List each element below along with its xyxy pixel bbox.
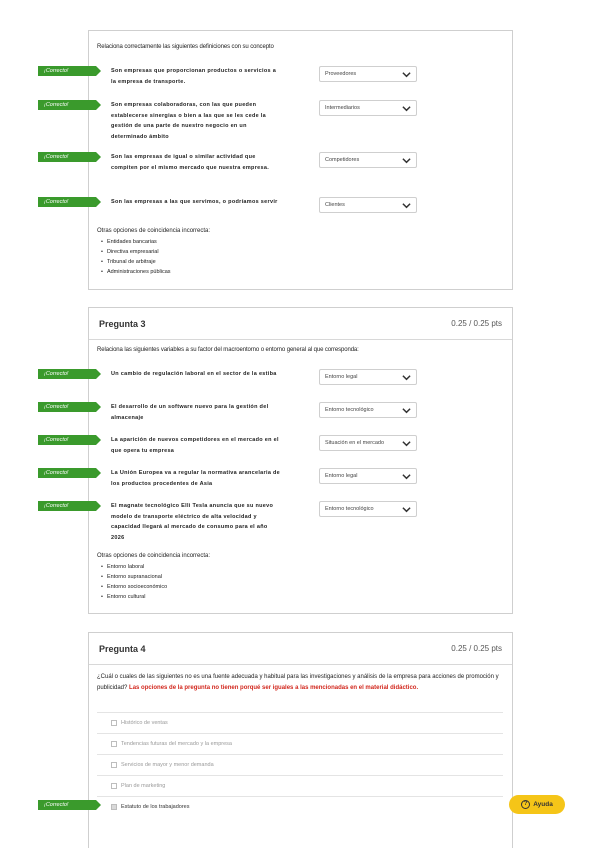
q3-row-5-text: El magnate tecnológico Elli Tesla anuncia que su nuevo modelo de transporte eléctrico de alta velocidad y capacidad llegará al mercado de consumo para el año 2026 <box>111 503 274 541</box>
chevron-down-icon <box>402 201 411 210</box>
list-item: • Entorno socioeconómico <box>101 582 167 592</box>
q2-row-4-select[interactable]: Clientes <box>319 197 417 213</box>
help-button[interactable] <box>509 795 565 814</box>
q2-other-options-list <box>101 237 171 277</box>
chevron-down-icon <box>402 472 411 481</box>
question-4-text: ¿Cuál o cuales de las siguientes no es una fuente adecuada y habitual para las investigaciones y análisis de la empresa para acciones de promoción y publicidad? <box>97 674 499 691</box>
q3-row-3-text: La aparición de nuevos competidores en el mercado en el que opera tu empresa <box>111 437 279 454</box>
question-3-instruction: Relaciona las siguientes variables a su factor del macroentorno o entorno general al que corresponda: <box>97 347 359 353</box>
q3-row-2-select[interactable]: Entorno tecnológico <box>319 402 417 418</box>
chevron-down-icon <box>402 406 411 415</box>
q3-row-5-select[interactable]: Entorno tecnológico <box>319 501 417 517</box>
correct-badge: ¡Correcto! <box>38 66 96 76</box>
q3-row-4-select[interactable]: Entorno legal <box>319 468 417 484</box>
question-4-header <box>89 633 512 665</box>
q2-row-3-select[interactable]: Competidores <box>319 152 417 168</box>
list-item: • Directiva empresarial <box>101 247 171 257</box>
list-item: • Administraciones públicas <box>101 267 171 277</box>
help-label: Ayuda <box>533 801 553 808</box>
correct-badge: ¡Correcto! <box>38 468 96 478</box>
list-item: • Entorno laboral <box>101 562 167 572</box>
q2-row-2-select[interactable]: Intermediarios <box>319 100 417 116</box>
q2-other-options-title: Otras opciones de coincidencia incorrecta: <box>97 228 211 234</box>
chevron-down-icon <box>402 104 411 113</box>
chevron-down-icon <box>402 70 411 79</box>
q2-row-1-select[interactable]: Proveedores <box>319 66 417 82</box>
question-3-title: Pregunta 3 <box>99 318 146 329</box>
checkbox[interactable] <box>111 741 117 747</box>
list-item: • Entorno supranacional <box>101 572 167 582</box>
correct-badge: ¡Correcto! <box>38 501 96 511</box>
question-2-instruction: Relaciona correctamente las siguientes definiciones con su concepto <box>97 44 274 50</box>
answer-option[interactable]: Plan de marketing <box>97 775 503 796</box>
q2-row-4-text: Son las empresas a las que servimos, o podríamos servir <box>111 199 278 205</box>
question-3-points: 0.25 / 0.25 pts <box>451 319 502 328</box>
q3-other-options-title: Otras opciones de coincidencia incorrecta: <box>97 553 211 559</box>
question-4-title: Pregunta 4 <box>99 643 146 654</box>
q3-row-2-text: El desarrollo de un software nuevo para la gestión del almacenaje <box>111 404 269 421</box>
chevron-down-icon <box>402 156 411 165</box>
answer-option[interactable]: Servicios de mayor y menor demanda <box>97 754 503 775</box>
answer-option[interactable]: Tendencias futuras del mercado y la empresa <box>97 733 503 754</box>
correct-badge: ¡Correcto! <box>38 152 96 162</box>
chevron-down-icon <box>402 505 411 514</box>
correct-badge: ¡Correcto! <box>38 435 96 445</box>
question-4-points: 0.25 / 0.25 pts <box>451 644 502 653</box>
checkbox[interactable] <box>111 720 117 726</box>
question-4-prompt <box>97 672 502 694</box>
q2-row-3-text: Son las empresas de igual o similar actividad que compiten por el mismo mercado que nuestra empresa. <box>111 154 270 171</box>
correct-badge: ¡Correcto! <box>38 100 96 110</box>
checkbox[interactable] <box>111 783 117 789</box>
q3-row-3-select[interactable]: Situación en el mercado <box>319 435 417 451</box>
chevron-down-icon <box>402 373 411 382</box>
chevron-down-icon <box>402 439 411 448</box>
correct-badge: ¡Correcto! <box>38 197 96 207</box>
q3-row-4-text: La Unión Europea va a regular la normativa arancelaria de los productos procedentes de Asia <box>111 470 281 487</box>
list-item: • Entidades bancarias <box>101 237 171 247</box>
q2-row-1-text: Son empresas que proporcionan productos o servicios a la empresa de transporte. <box>111 68 277 85</box>
q3-row-1-select[interactable]: Entorno legal <box>319 369 417 385</box>
answer-option-selected[interactable]: Estatuto de los trabajadores <box>97 796 503 817</box>
checkbox[interactable] <box>111 804 117 810</box>
correct-badge: ¡Correcto! <box>38 800 96 810</box>
q3-row-1-text: Un cambio de regulación laboral en el sector de la estiba <box>111 371 277 377</box>
q2-row-2-text: Son empresas colaboradoras, con las que pueden establecerse sinergias o bien a las que se les cede la gestión de una parte de nuestro negocio en un determinado ámbito <box>111 102 266 140</box>
q3-other-options-list <box>101 562 167 602</box>
list-item: • Tribunal de arbitraje <box>101 257 171 267</box>
correct-badge: ¡Correcto! <box>38 402 96 412</box>
question-3-header <box>89 308 512 340</box>
correct-badge: ¡Correcto! <box>38 369 96 379</box>
list-item: • Entorno cultural <box>101 592 167 602</box>
answer-option[interactable]: Histórico de ventas <box>97 712 503 733</box>
checkbox[interactable] <box>111 762 117 768</box>
question-4-note: Las opciones de la pregunta no tienen porqué ser iguales a las mencionadas en el material didáctico. <box>129 685 419 691</box>
question-mark-icon: ? <box>521 800 530 809</box>
